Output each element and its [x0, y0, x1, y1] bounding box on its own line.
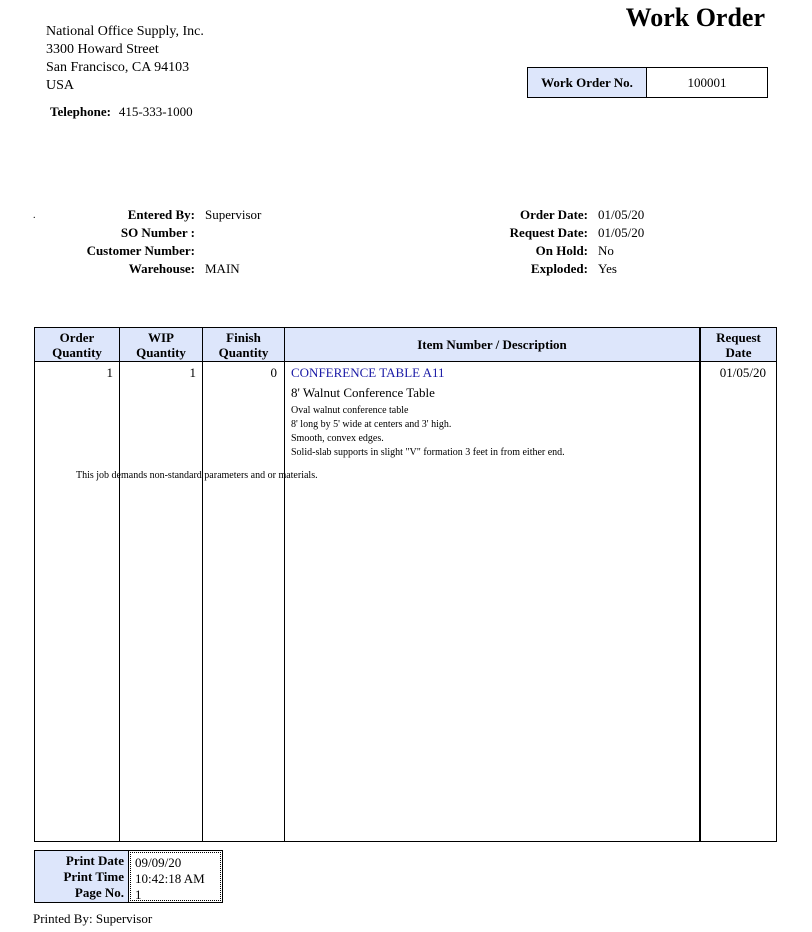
- header-item-description: Item Number / Description: [285, 328, 699, 362]
- request-date-value: 01/05/20: [719, 365, 766, 380]
- header-line: WIP: [148, 329, 174, 345]
- info-row-customer-number: [40, 242, 261, 260]
- company-telephone: [50, 104, 193, 120]
- work-order-number-box: [527, 67, 768, 98]
- work-order-number-value: 100001: [687, 74, 727, 90]
- item-name: 8' Walnut Conference Table: [291, 385, 435, 400]
- company-name: National Office Supply, Inc.: [46, 24, 204, 39]
- info-label: Entered By:: [127, 207, 195, 222]
- header-finish-quantity: [203, 328, 284, 362]
- info-row-entered-by: [40, 206, 261, 224]
- work-order-items-table: [34, 327, 777, 842]
- info-row-order-date: [448, 206, 644, 224]
- telephone-value: 415-333-1000: [118, 104, 193, 119]
- description-line: Oval walnut conference table: [291, 405, 409, 416]
- info-value: 01/05/20: [598, 207, 645, 222]
- description-line: 8' long by 5' wide at centers and 3' high.: [291, 419, 452, 430]
- header-order-quantity: [35, 328, 119, 362]
- printed-by: Printed By: Supervisor: [33, 911, 153, 926]
- header-line: Quantity: [52, 344, 102, 360]
- column-divider: [119, 328, 120, 841]
- company-address: [46, 23, 204, 95]
- info-value: [195, 242, 205, 260]
- order-quantity-value: 1: [106, 365, 113, 380]
- info-value: 01/05/20: [598, 225, 645, 240]
- finish-quantity-value: 0: [270, 365, 277, 380]
- wip-quantity-value: 1: [189, 365, 196, 380]
- info-value: [195, 224, 205, 242]
- info-label: Order Date:: [520, 207, 588, 222]
- order-info-left: [40, 206, 261, 278]
- print-date-value: 09/09/20: [135, 855, 182, 870]
- company-street: 3300 Howard Street: [46, 42, 159, 57]
- print-time-value: 10:42:18 AM: [135, 871, 205, 886]
- header-line: Quantity: [218, 344, 269, 360]
- info-row-warehouse: [40, 260, 261, 278]
- header-line: Order: [59, 329, 95, 345]
- info-value: No: [598, 243, 614, 258]
- print-info-box: [34, 850, 223, 903]
- info-row-request-date: [448, 224, 644, 242]
- company-city: San Francisco, CA 94103: [46, 60, 190, 75]
- company-country: USA: [46, 78, 75, 93]
- info-label: Request Date:: [509, 225, 588, 240]
- info-value: MAIN: [205, 261, 240, 276]
- column-divider: [699, 328, 701, 841]
- item-number: CONFERENCE TABLE A11: [291, 365, 445, 380]
- info-value: Yes: [598, 261, 617, 276]
- description-line: Solid-slab supports in slight "V" formation 3 feet in from either end.: [291, 447, 565, 458]
- column-divider: [284, 328, 285, 841]
- work-order-number-label: Work Order No.: [528, 68, 647, 97]
- telephone-label: Telephone:: [50, 104, 111, 119]
- header-line: Finish: [226, 329, 261, 345]
- info-row-so-number: [40, 224, 261, 242]
- info-row-on-hold: [448, 242, 644, 260]
- info-label: On Hold:: [535, 243, 588, 258]
- stray-dot: .: [33, 210, 36, 221]
- header-line: Request: [716, 329, 761, 345]
- order-info-right: [448, 206, 644, 278]
- job-note: This job demands non-standard parameters and or materials.: [76, 470, 318, 481]
- print-info-values: [130, 852, 221, 901]
- description-line: Smooth, convex edges.: [291, 433, 384, 444]
- header-line: Date: [725, 344, 752, 360]
- header-line: Quantity: [136, 344, 186, 360]
- page-number-value: 1: [135, 887, 142, 902]
- print-date-label: Print Date: [65, 853, 124, 868]
- print-info-labels: [35, 851, 129, 902]
- info-value: Supervisor: [205, 207, 262, 222]
- item-description-cell: [291, 365, 565, 460]
- header-request-date: [701, 328, 776, 362]
- info-row-exploded: [448, 260, 644, 278]
- header-wip-quantity: [120, 328, 202, 362]
- document-title: Work Order: [625, 3, 765, 32]
- page-number-label: Page No.: [74, 885, 124, 900]
- info-label: Exploded:: [530, 261, 588, 276]
- info-label: Customer Number:: [86, 243, 195, 258]
- item-description-lines: [291, 404, 565, 460]
- info-label: Warehouse:: [128, 261, 195, 276]
- column-divider: [202, 328, 203, 841]
- info-label: SO Number :: [120, 225, 195, 240]
- print-time-label: Print Time: [63, 869, 124, 884]
